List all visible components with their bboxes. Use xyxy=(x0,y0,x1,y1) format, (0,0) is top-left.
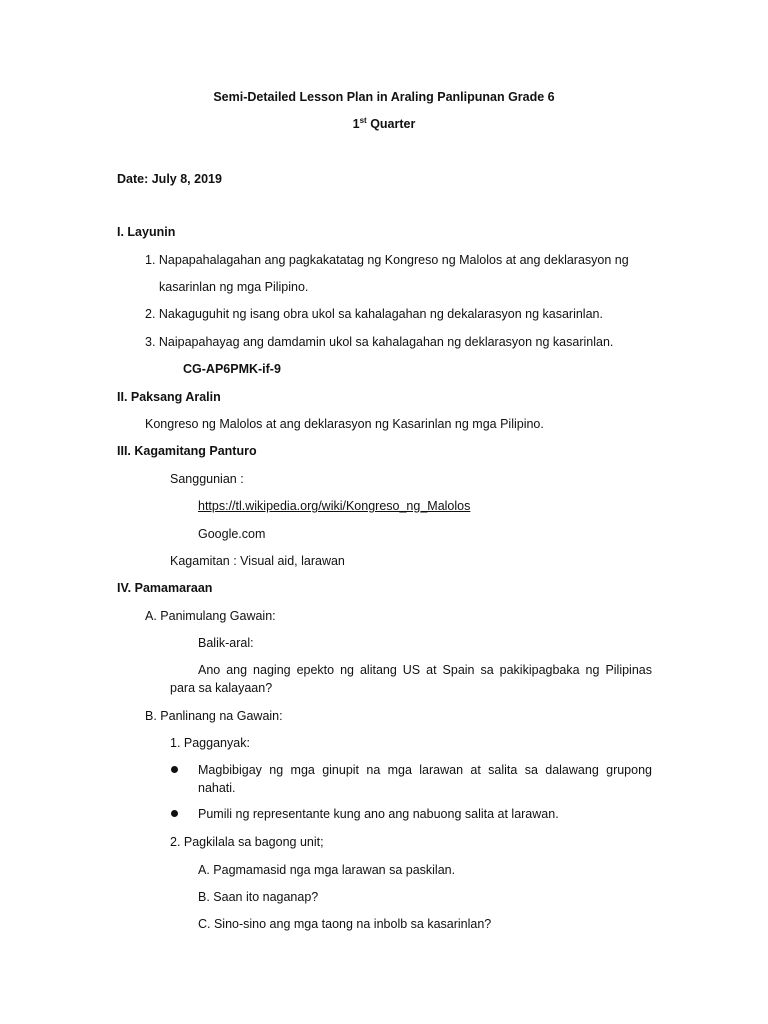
reference-link[interactable]: https://tl.wikipedia.org/wiki/Kongreso_ng_Malolos xyxy=(198,499,471,513)
quarter-word: Quarter xyxy=(366,117,416,131)
balik-aral-question-line-1: Ano ang naging epekto ng alitang US at Spain sa pakikipagbaka ng Pilipinas xyxy=(198,663,652,677)
balik-aral-label: Balik-aral: xyxy=(198,636,254,650)
quarter-label xyxy=(0,116,768,132)
bullet-icon xyxy=(171,810,178,817)
curriculum-code: CG-AP6PMK-if-9 xyxy=(183,362,281,376)
sub-item-b: B. Saan ito naganap? xyxy=(198,890,319,904)
balik-aral-question-line-2: para sa kalayaan? xyxy=(170,681,273,695)
section-kagamitan-heading: III. Kagamitang Panturo xyxy=(117,444,257,458)
objective-1-line-2: kasarinlan ng mga Pilipino. xyxy=(159,280,309,294)
section-pamamaraan-heading: IV. Pamamaraan xyxy=(117,581,213,595)
objective-3: 3. Naipapahayag ang damdamin ukol sa kahalagahan ng deklarasyon ng kasarinlan. xyxy=(145,335,614,349)
sub-item-c: C. Sino-sino ang mga taong na inbolb sa kasarinlan? xyxy=(198,917,492,931)
document-title: Semi-Detailed Lesson Plan in Araling Panlipunan Grade 6 xyxy=(213,90,555,104)
paksa-text: Kongreso ng Malolos at ang deklarasyon ng Kasarinlan ng mga Pilipino. xyxy=(145,417,544,431)
bullet-icon xyxy=(171,766,178,773)
sub-item-a: A. Pagmamasid nga mga larawan sa paskilan. xyxy=(198,863,456,877)
sanggunian-label: Sanggunian : xyxy=(170,472,244,486)
reference-google: Google.com xyxy=(198,527,266,541)
pagkilala-label: 2. Pagkilala sa bagong unit; xyxy=(170,835,324,849)
objective-2: 2. Nakaguguhit ng isang obra ukol sa kahalagahan ng dekalarasyon ng kasarinlan. xyxy=(145,307,603,321)
section-layunin-heading: I. Layunin xyxy=(117,225,176,239)
quarter-number: 1 xyxy=(352,117,360,131)
pagganyak-label: 1. Pagganyak: xyxy=(170,736,250,750)
bullet-1-line-1: Magbibigay ng mga ginupit na mga larawan at salita sa dalawang grupong xyxy=(198,763,652,777)
panlinang-gawain-heading: B. Panlinang na Gawain: xyxy=(145,709,283,723)
materials-line: Kagamitan : Visual aid, larawan xyxy=(170,554,345,568)
section-paksa-heading: II. Paksang Aralin xyxy=(117,390,221,404)
panimulang-gawain-heading: A. Panimulang Gawain: xyxy=(145,609,276,623)
bullet-2: Pumili ng representante kung ano ang nabuong salita at larawan. xyxy=(198,807,559,821)
lesson-date: Date: July 8, 2019 xyxy=(117,172,222,186)
quarter-superscript: st xyxy=(359,115,367,125)
objective-1-line-1: 1. Napapahalagahan ang pagkakatatag ng Kongreso ng Malolos at ang deklarasyon ng xyxy=(145,253,629,267)
bullet-1-line-2: nahati. xyxy=(198,781,236,795)
